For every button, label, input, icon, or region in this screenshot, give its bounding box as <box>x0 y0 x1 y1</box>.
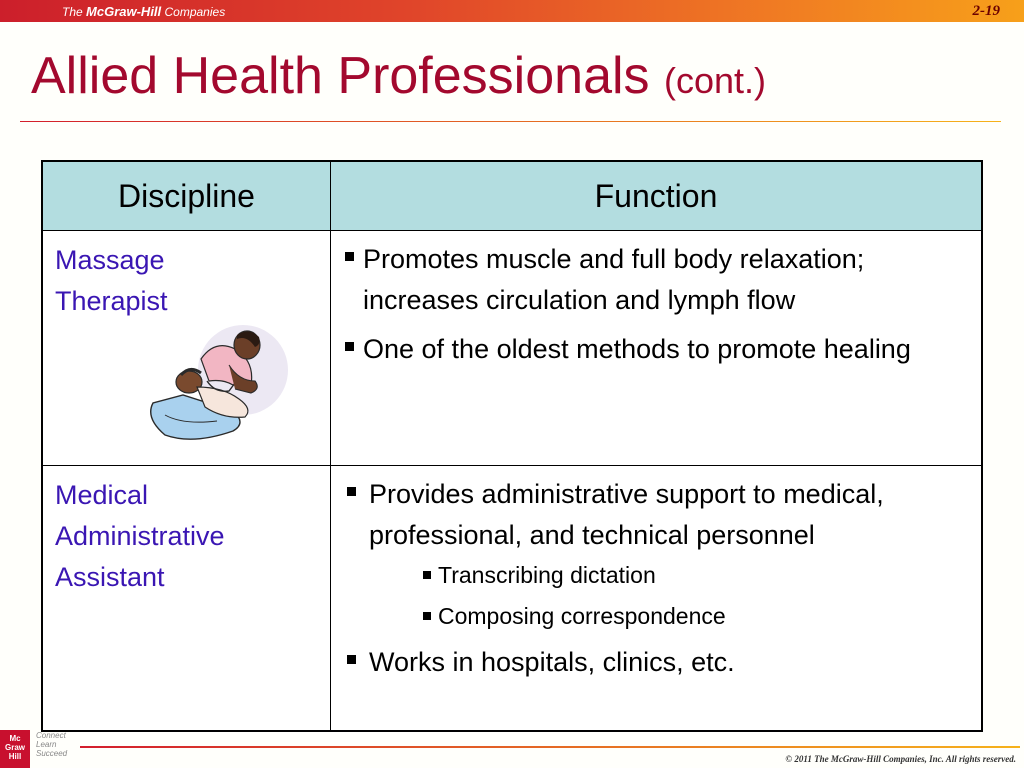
logo-line: Hill <box>8 752 22 761</box>
copyright-notice: © 2011 The McGraw-Hill Companies, Inc. All rights reserved. <box>785 754 1016 764</box>
sub-list-item: Composing correspondence <box>423 599 971 634</box>
table-header-row <box>42 161 982 231</box>
function-cell <box>331 231 983 466</box>
title-main: Allied Health Professionals <box>31 47 650 105</box>
tagline-line: Succeed <box>36 749 68 758</box>
title-sub: (cont.) <box>664 60 767 101</box>
discipline-cell <box>42 231 331 466</box>
slide-number: 2-19 <box>972 3 1000 19</box>
publisher-brand <box>62 4 225 19</box>
list-item: Promotes muscle and full body relaxation; increases circulation and lymph flow <box>343 239 971 321</box>
footer-divider <box>80 746 1020 748</box>
professions-table <box>41 160 983 732</box>
mcgraw-hill-logo <box>0 730 30 768</box>
table-row <box>42 466 982 732</box>
list-item-text: Provides administrative support to medical, professional, and technical personnel <box>369 479 884 550</box>
logo-line: Mc <box>9 734 21 743</box>
list-item: One of the oldest methods to promote healing <box>343 329 971 370</box>
top-banner <box>0 0 1024 22</box>
massage-clipart <box>143 323 288 445</box>
header-discipline: Discipline <box>42 161 331 231</box>
brand-name: McGraw-Hill <box>86 4 162 19</box>
title-divider <box>20 121 1001 122</box>
table-row <box>42 231 982 466</box>
list-item: Works in hospitals, clinics, etc. <box>343 642 971 683</box>
brand-suffix: Companies <box>164 5 226 19</box>
discipline-line: Therapist <box>55 286 168 316</box>
discipline-cell <box>42 466 331 732</box>
discipline-line: Administrative <box>55 521 225 551</box>
function-cell <box>331 466 983 732</box>
discipline-line: Massage <box>55 245 165 275</box>
discipline-line: Medical <box>55 480 149 510</box>
sub-function-list <box>369 558 971 634</box>
brand-prefix: The <box>62 5 83 19</box>
tagline-line: Learn <box>36 740 57 749</box>
tagline <box>36 731 67 758</box>
header-function: Function <box>331 161 983 231</box>
logo-line: Graw <box>4 743 25 752</box>
discipline-line: Assistant <box>55 562 165 592</box>
function-list <box>343 474 971 683</box>
slide-title <box>31 47 767 105</box>
list-item <box>343 474 971 634</box>
function-list <box>343 239 971 370</box>
sub-list-item: Transcribing dictation <box>423 558 971 593</box>
tagline-line: Connect <box>36 731 66 740</box>
